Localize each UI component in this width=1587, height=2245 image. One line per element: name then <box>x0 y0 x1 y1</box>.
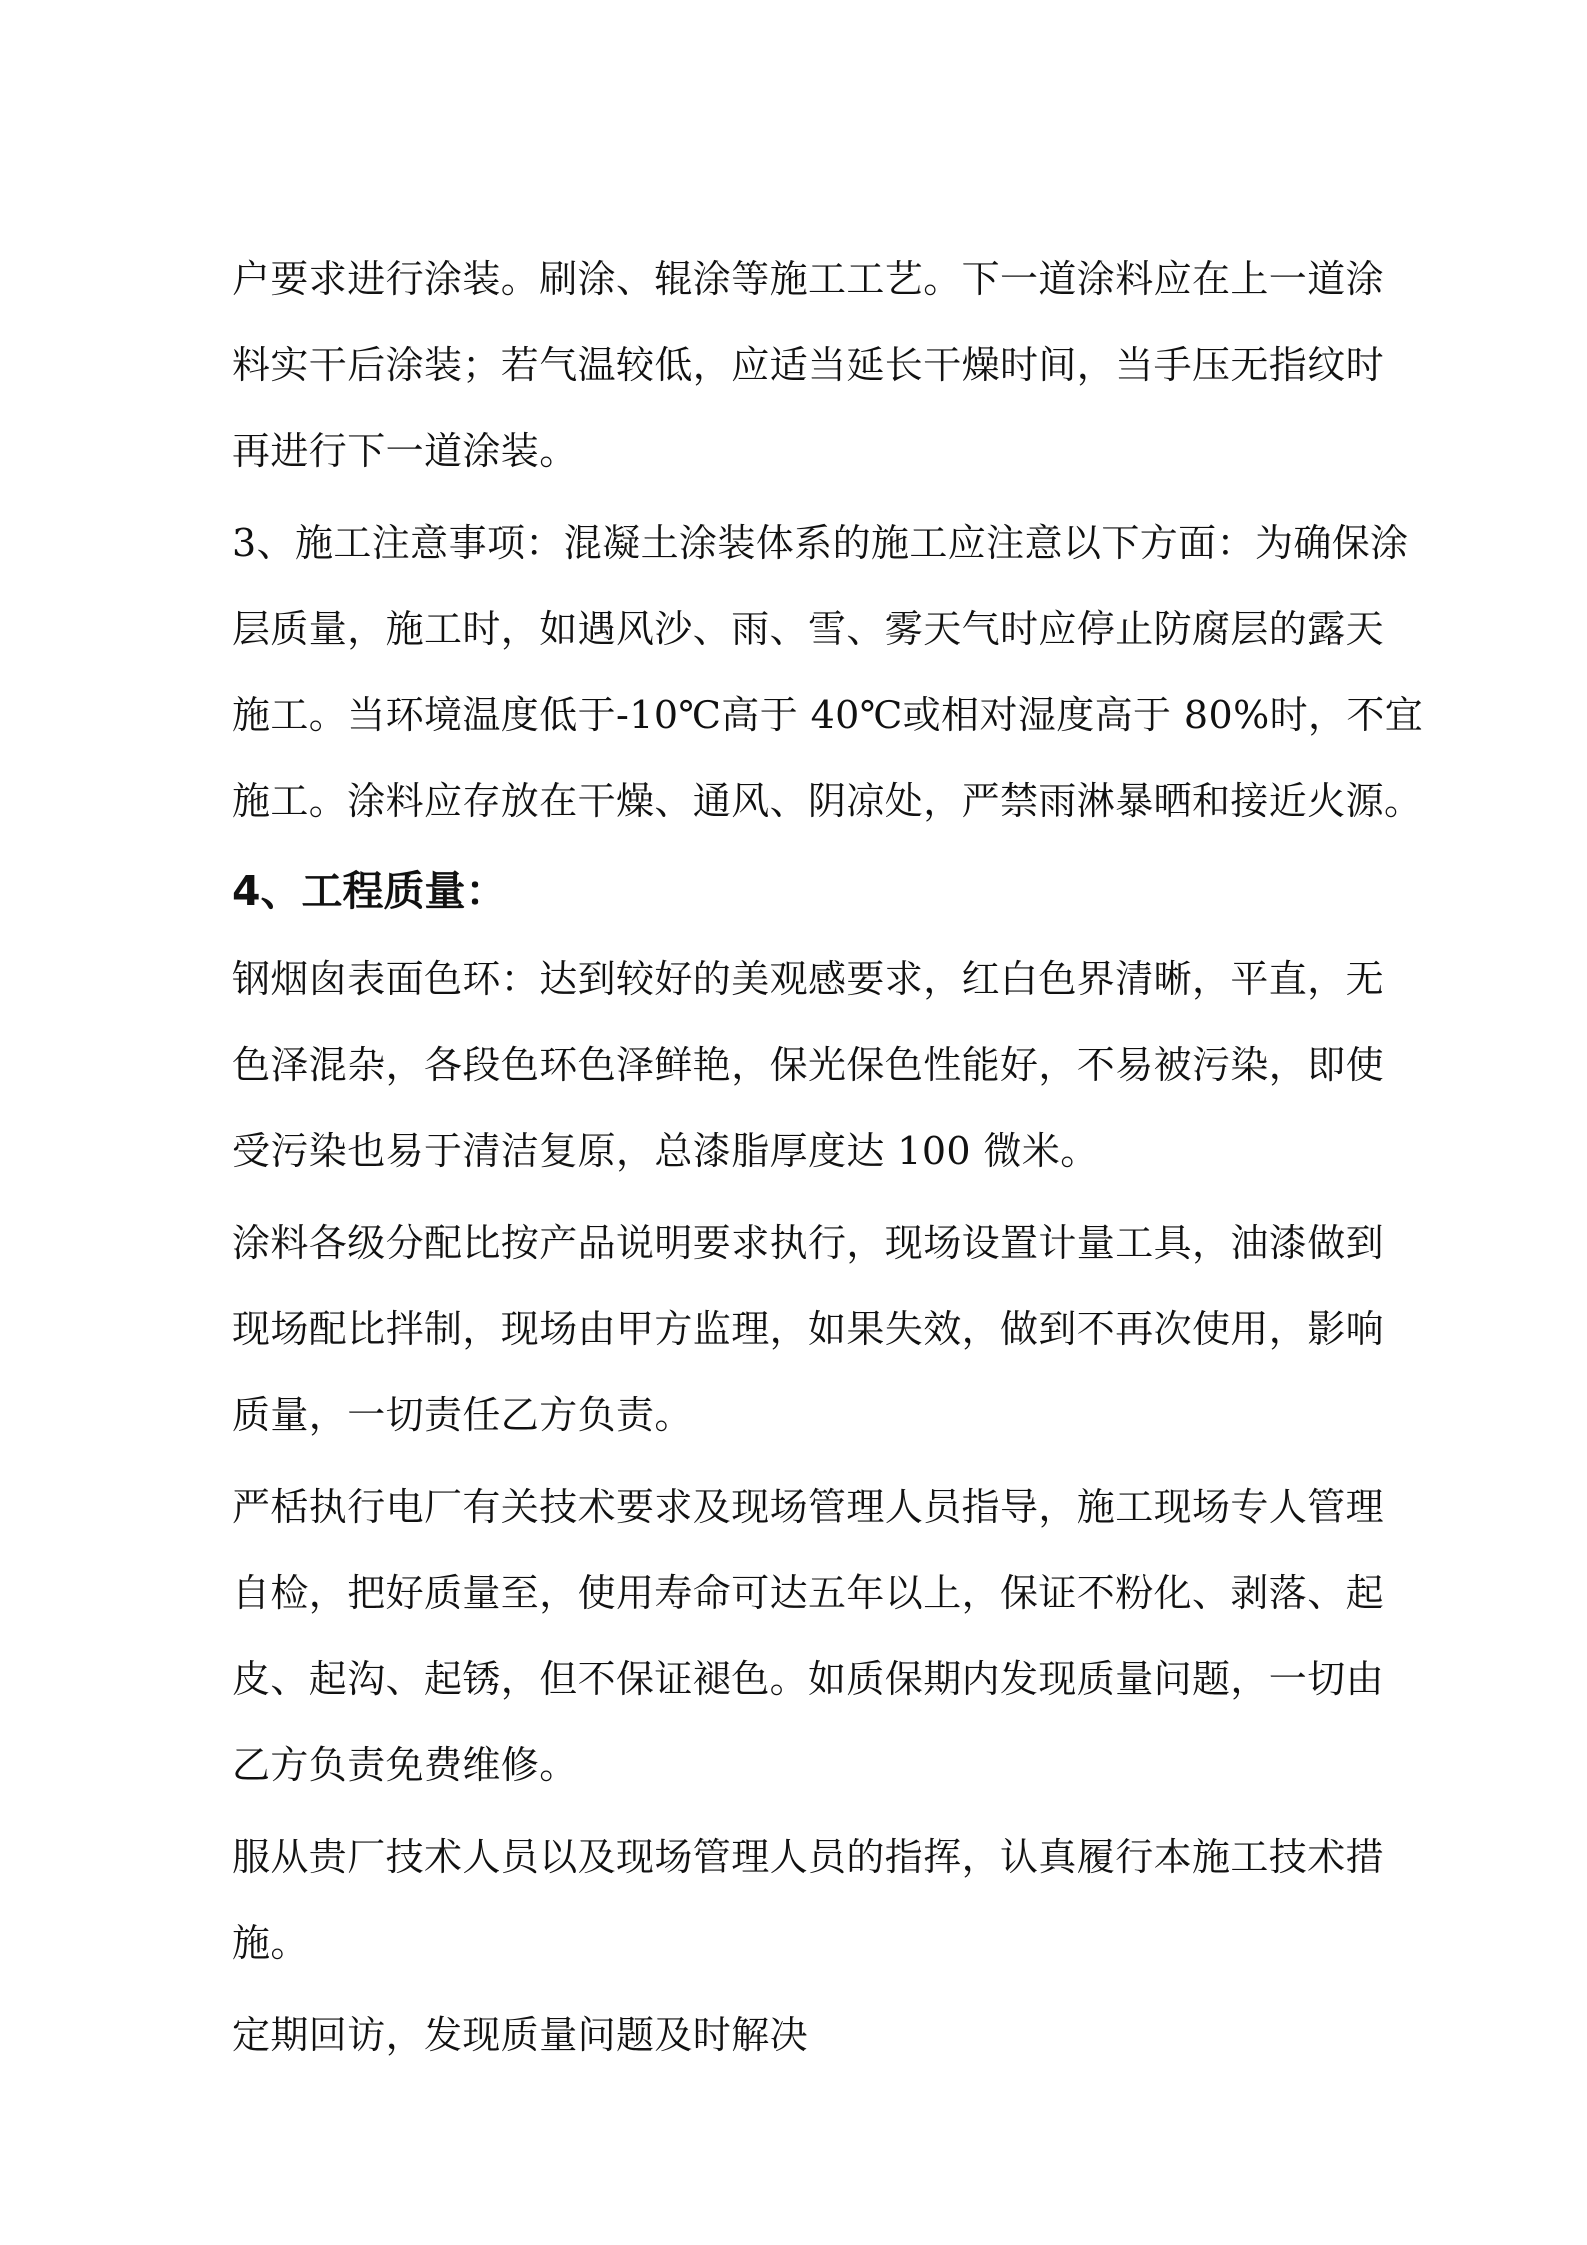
paragraph-follow-up <box>232 1992 1356 2078</box>
text-line: 施。 <box>232 1921 309 1965</box>
text-line: 服从贵厂技术人员以及现场管理人员的指挥，认真履行本施工技术措 <box>232 1835 1385 1879</box>
text-line: 严栝执行电厂有关技术要求及现场管理人员指导，施工现场专人管理 <box>232 1485 1385 1529</box>
text-line: 定期回访，发现质量问题及时解决 <box>232 2013 809 2057</box>
text-line: 质量，一切责任乙方负责。 <box>232 1393 693 1437</box>
paragraph-coating-process <box>232 236 1385 494</box>
text-line: 钢烟囱表面色环：达到较好的美观感要求，红白色界清晰，平直，无 <box>232 957 1385 1001</box>
text-line: 施工。涂料应存放在干燥、通风、阴凉处，严禁雨淋暴晒和接近火源。 <box>232 779 1423 823</box>
document-page <box>232 236 1424 2078</box>
text-line: 户要求进行涂装。刷涂、辊涂等施工工艺。下一道涂料应在上一道涂 <box>232 257 1385 301</box>
text-line: 层质量，施工时，如遇风沙、雨、雪、雾天气时应停止防腐层的露天 <box>232 607 1385 651</box>
text-line: 3、施工注意事项：混凝土涂装体系的施工应注意以下方面：为确保涂 <box>232 521 1409 565</box>
text-line: 现场配比拌制，现场由甲方监理，如果失效，做到不再次使用，影响 <box>232 1307 1385 1351</box>
paragraph-obey-instructions <box>232 1814 1385 1986</box>
text-line: 再进行下一道涂装。 <box>232 429 578 473</box>
text-line: 色泽混杂，各段色环色泽鲜艳，保光保色性能好，不易被污染，即使 <box>232 1043 1385 1087</box>
paragraph-requirements <box>232 1464 1385 1808</box>
text-line: 施工。当环境温度低于-10℃高于 40℃或相对湿度高于 80%时，不宜 <box>232 693 1424 737</box>
paragraph-mix-ratio <box>232 1200 1385 1458</box>
section-heading-quality: 4、工程质量： <box>232 867 507 915</box>
text-line: 乙方负责免费维修。 <box>232 1743 578 1787</box>
text-line: 自检，把好质量至，使用寿命可达五年以上，保证不粉化、剥落、起 <box>232 1571 1385 1615</box>
text-line: 涂料各级分配比按产品说明要求执行，现场设置计量工具，油漆做到 <box>232 1221 1385 1265</box>
text-line: 皮、起沟、起锈，但不保证褪色。如质保期内发现质量问题，一切由 <box>232 1657 1385 1701</box>
text-line: 料实干后涂装；若气温较低，应适当延长干燥时间，当手压无指纹时 <box>232 343 1385 387</box>
paragraph-chimney-rings <box>232 936 1385 1194</box>
text-line: 受污染也易于清洁复原，总漆脂厚度达 100 微米。 <box>232 1129 1099 1173</box>
paragraph-construction-notes <box>232 500 1424 844</box>
